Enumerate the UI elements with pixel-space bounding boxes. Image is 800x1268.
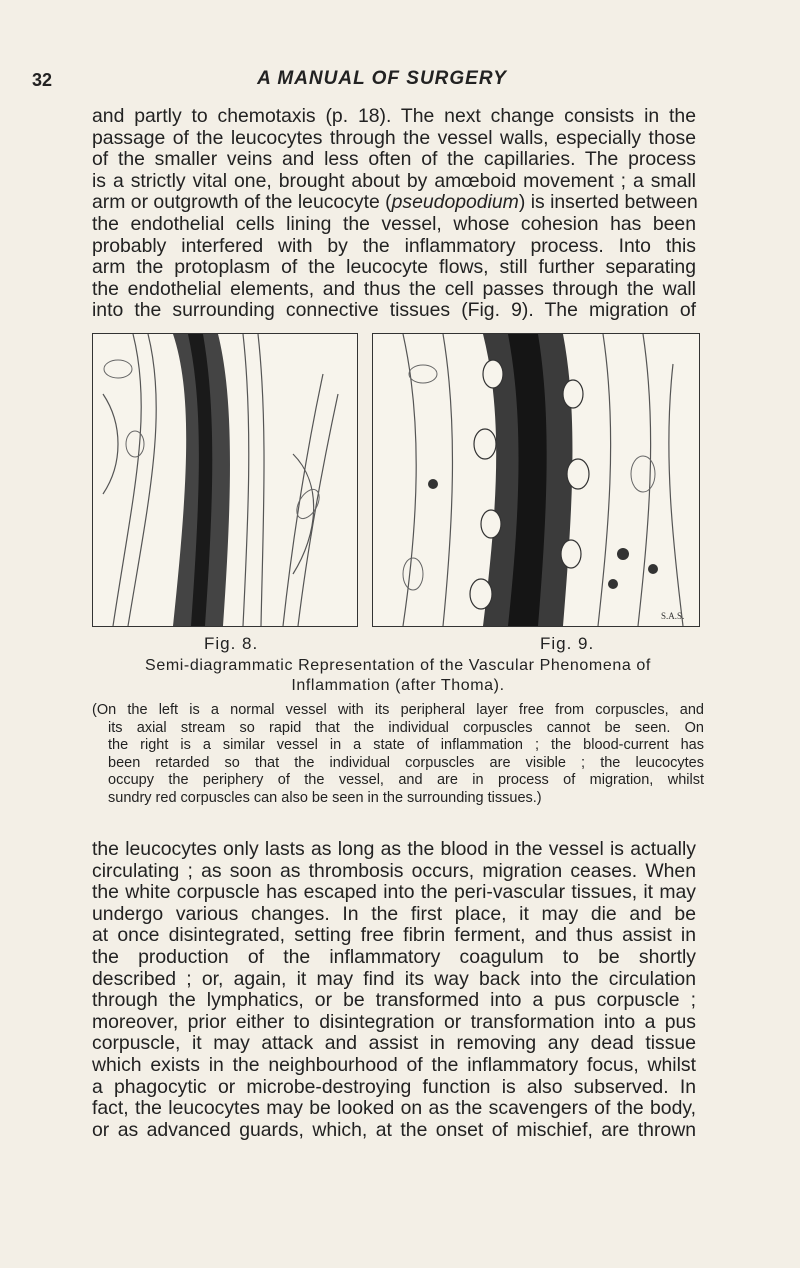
paragraph-1: [92, 106, 696, 322]
text-line: arm the protoplasm of the leucocyte flows, still further separating: [92, 256, 696, 279]
page-header: [32, 68, 732, 96]
text-line: which exists in the neighbourhood of the inflammatory focus, whilst: [92, 1053, 696, 1076]
caption-title-line: Semi-diagrammatic Representation of the Vascular Phenomena of: [145, 657, 651, 674]
text-line: through the lymphatics, or be transformed into a pus corpuscle ;: [92, 989, 696, 1012]
caption-line: (On the left is a normal vessel with its peripheral layer free from corpuscles, and: [92, 702, 704, 718]
text-line: the endothelial elements, and thus the cell passes through the wall: [92, 277, 696, 300]
figure-group: [92, 333, 704, 629]
artist-signature: S.A.S.: [661, 611, 685, 621]
figure-caption-body: [92, 702, 704, 808]
text-line: moreover, prior either to disintegration or transformation into a pus: [92, 1010, 696, 1033]
caption-line: sundry red corpuscles can also be seen in the surrounding tissues.): [108, 789, 542, 806]
text-line: arm or outgrowth of the leucocyte (pseudopodium) is inserted between: [92, 191, 698, 214]
fig9-label: Fig. 9.: [540, 634, 595, 653]
text-line: circulating ; as soon as thrombosis occurs, migration ceases. When: [92, 859, 696, 882]
paragraph-2: [92, 839, 696, 1141]
text-line: the white corpuscle has escaped into the peri-vascular tissues, it may: [92, 881, 696, 904]
text-line: corpuscle, it may attack and assist in removing any dead tissue: [92, 1032, 696, 1055]
fig9-inflamed-vessel-illustration: [372, 333, 700, 627]
page-number: 32: [32, 70, 53, 90]
fig8-normal-vessel-illustration: [92, 333, 358, 627]
text-line: a phagocytic or microbe-destroying function is also subserved. In: [92, 1075, 696, 1098]
text-line: into the surrounding connective tissues (Fig. 9). The migration of: [92, 299, 696, 322]
text-line: described ; or, again, it may find its way back into the circulation: [92, 967, 696, 990]
caption-line: its axial stream so rapid that the individual corpuscles cannot be seen. On: [108, 719, 704, 736]
caption-line: occupy the periphery of the vessel, and are in process of migration, whilst: [108, 772, 704, 789]
text-line: the endothelial cells lining the vessel, whose cohesion has been: [92, 212, 696, 235]
text-line: probably interfered with by the inflammatory process. Into this: [92, 234, 696, 257]
figure-labels: [92, 634, 704, 656]
text-line: of the smaller veins and less often of the capillaries. The process: [92, 148, 696, 171]
text-line: is a strictly vital one, brought about by amœboid movement ; a small: [92, 169, 696, 192]
caption-line: the right is a similar vessel in a state of inflammation ; the blood-current has: [108, 737, 704, 754]
caption-line: been retarded so that the individual corpuscles are visible ; the leucocytes: [108, 754, 704, 771]
text-line: the production of the inflammatory coagulum to be shortly: [92, 945, 696, 968]
text-line: passage of the leucocytes through the vessel walls, especially those: [92, 126, 696, 149]
text-line: undergo various changes. In the first place, it may die and be: [92, 902, 696, 925]
figure-caption-title: [92, 656, 704, 696]
text-line: and partly to chemotaxis (p. 18). The next change consists in the: [92, 105, 696, 127]
caption-title-line: Inflammation (after Thoma).: [291, 677, 505, 694]
text-line: the leucocytes only lasts as long as the blood in the vessel is actually: [92, 838, 696, 860]
fig8-label: Fig. 8.: [204, 634, 259, 653]
text-line: fact, the leucocytes may be looked on as the scavengers of the body,: [92, 1097, 696, 1120]
text-line: at once disintegrated, setting free fibrin ferment, and thus assist in: [92, 924, 696, 947]
running-head: A MANUAL OF SURGERY: [257, 68, 507, 89]
text-line: or as advanced guards, which, at the onset of mischief, are thrown: [92, 1118, 696, 1141]
